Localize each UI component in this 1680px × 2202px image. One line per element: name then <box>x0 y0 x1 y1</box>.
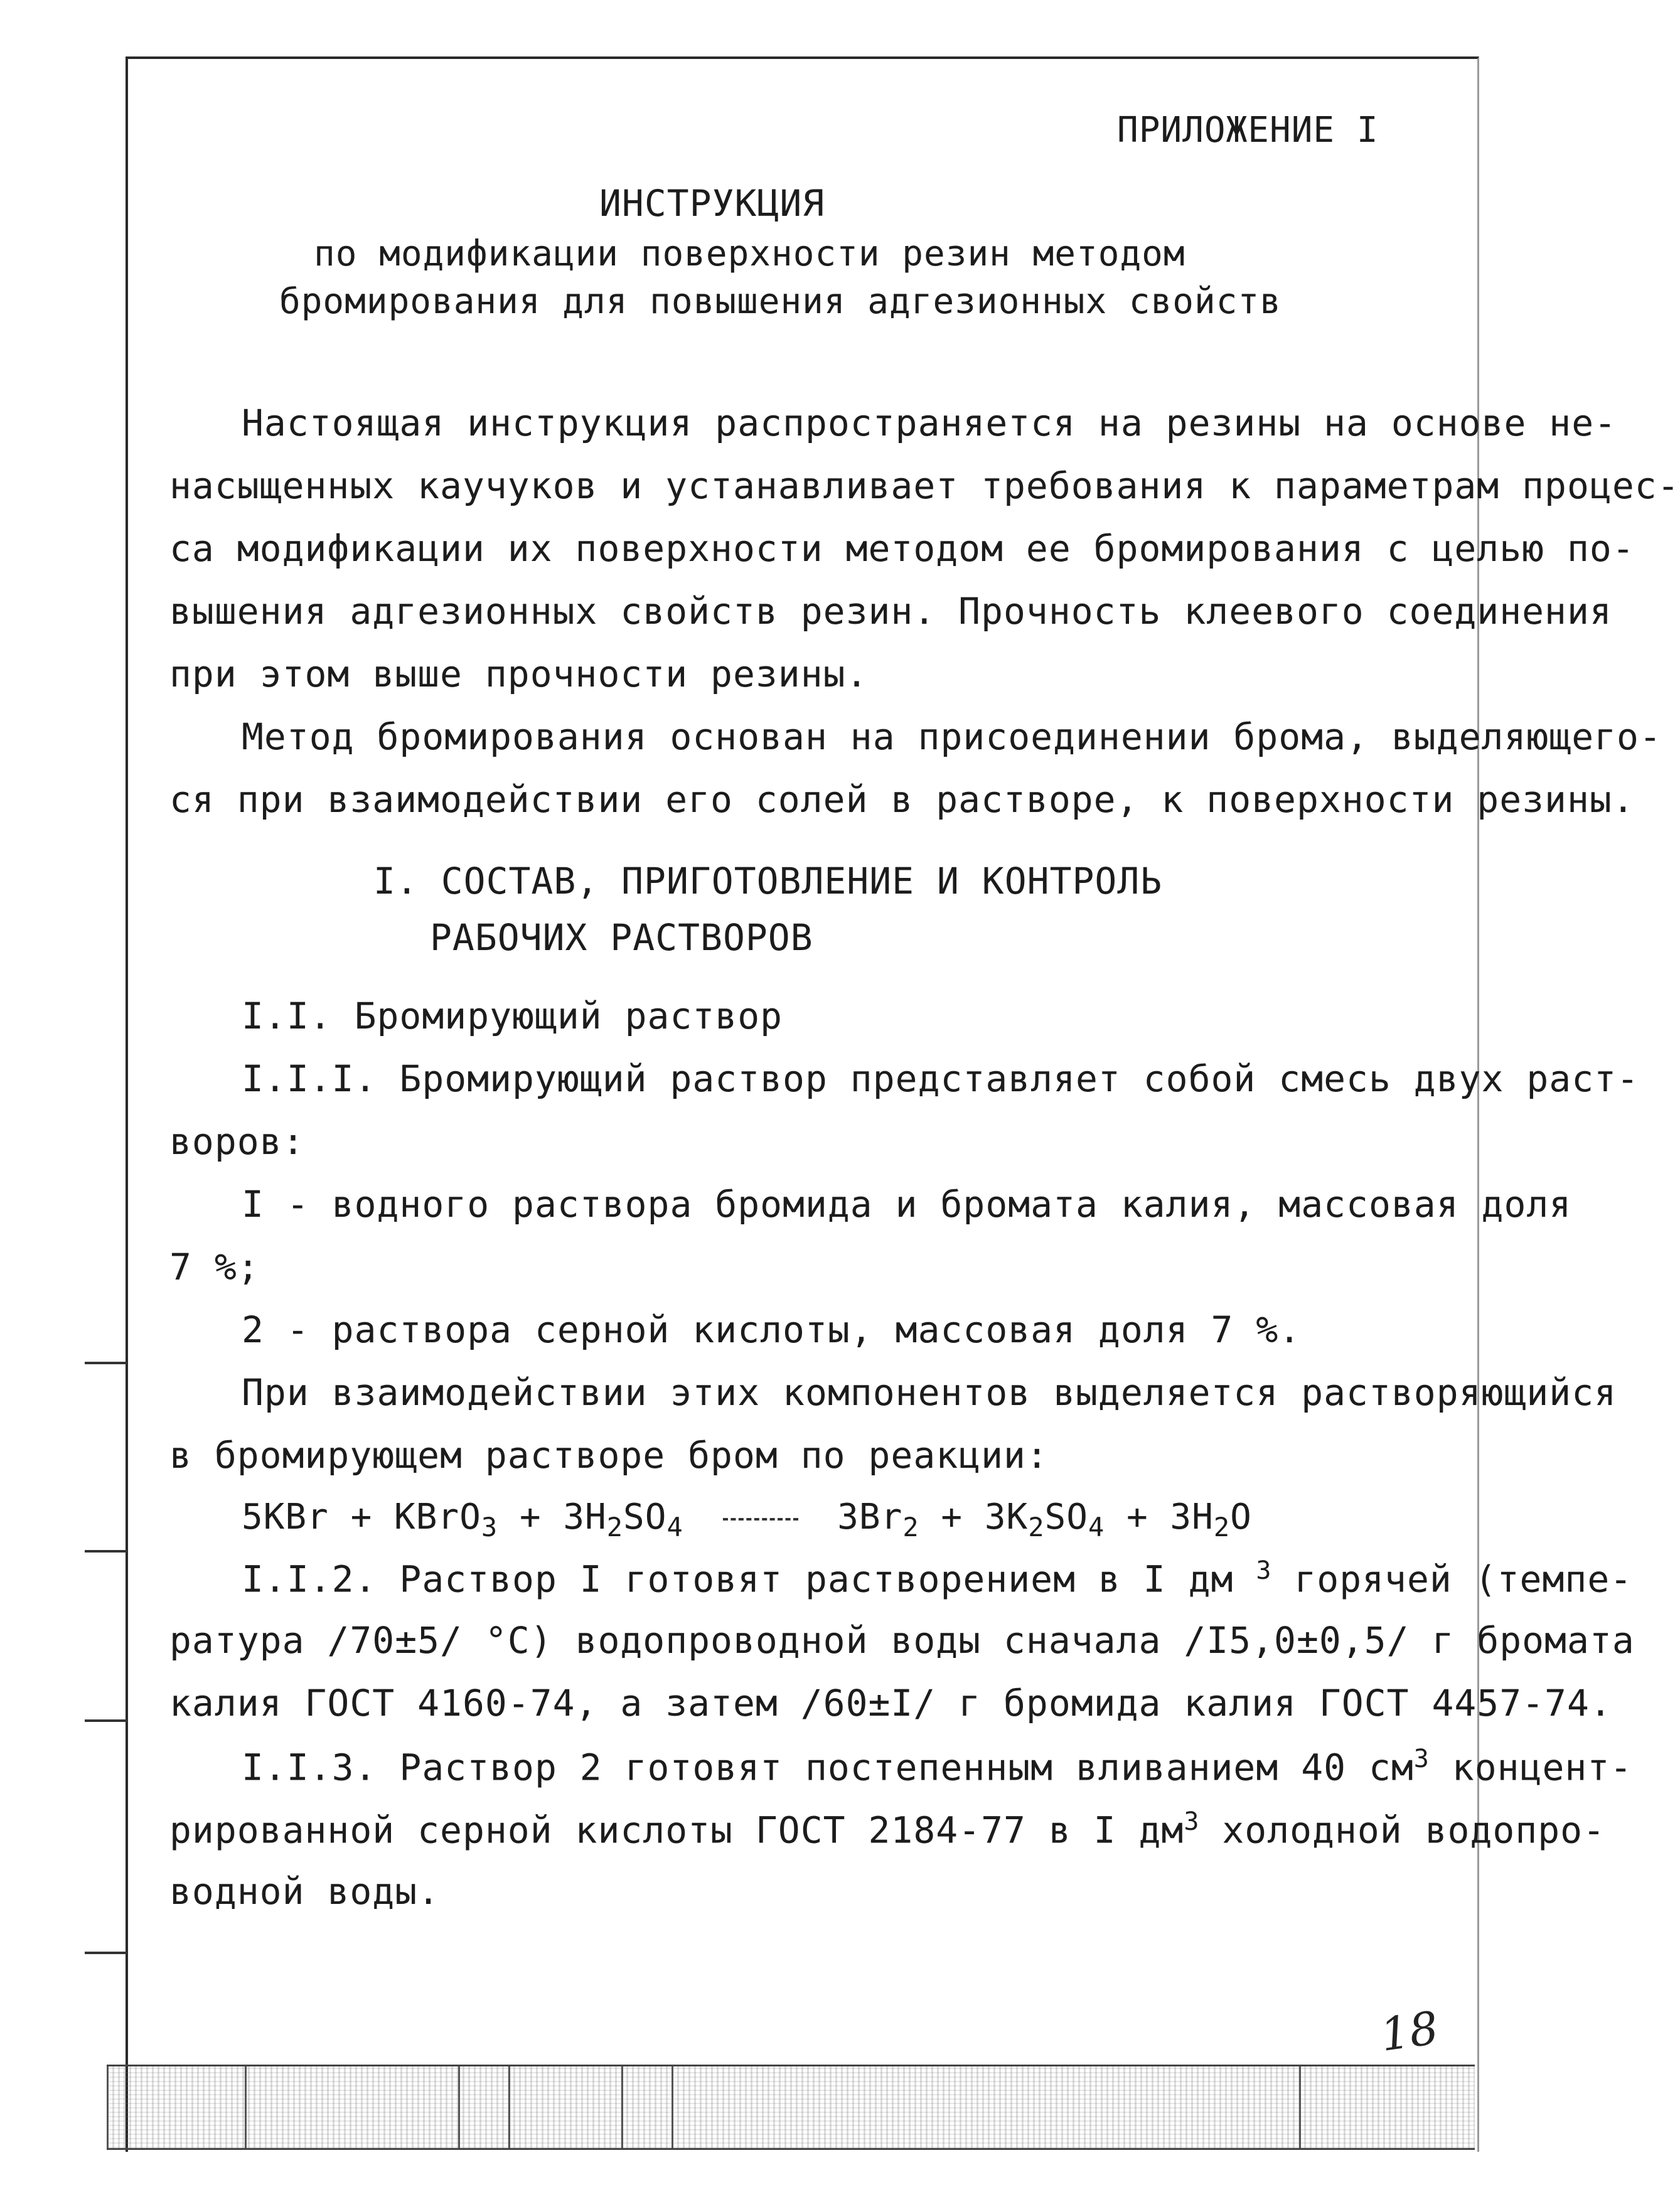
paragraph-line: I.I.2. Раствор I готовят растворением в I дм $^3$ горячей (темпе- <box>242 1556 1633 1601</box>
page-number: 18 <box>1377 2001 1442 2061</box>
list-item: 2 - раствора серной кислоты, массовая доля 7 %. <box>242 1308 1302 1351</box>
paragraph-line: I.I.I. Бромирующий раствор представляет собой смесь двух раст- <box>242 1057 1639 1100</box>
margin-tick <box>85 1952 127 1954</box>
paragraph-line: насыщенных каучуков и устанавливает требования к параметрам процес- <box>169 464 1680 507</box>
paragraph-line: калия ГОСТ 4160-74, а затем /60±I/ г бромида калия ГОСТ 4457-74. <box>169 1682 1612 1724</box>
title-block-stamp <box>107 2065 1475 2150</box>
paragraph-line: водной воды. <box>169 1870 441 1913</box>
paragraph-line: рированной серной кислоты ГОСТ 2184-77 в I $дм^3$ холодной водопро- <box>169 1807 1605 1852</box>
paragraph-line: ратура /70±5/ °С) водопроводной воды сначала /I5,0±0,5/ г бромата <box>169 1619 1635 1662</box>
paragraph-line: са модификации их поверхности методом ее бромирования с целью по- <box>169 527 1635 570</box>
stamp-cell <box>671 2066 673 2148</box>
list-item: I - водного раствора бромида и бромата калия, массовая доля <box>242 1183 1572 1226</box>
subtitle-line: бромирования для повышения адгезионных свойств <box>279 281 1281 322</box>
paragraph-line: в бромирующем растворе бром по реакции: <box>169 1434 1049 1477</box>
document-title: ИНСТРУКЦИЯ <box>599 182 825 225</box>
paragraph-line: При взаимодействии этих компонентов выделяется растворяющийся <box>242 1371 1617 1414</box>
paragraph-line: Настоящая инструкция распространяется на резины на основе не- <box>242 402 1617 444</box>
subtitle-line: по модификации поверхности резин методом <box>314 233 1185 274</box>
margin-tick <box>85 1550 127 1553</box>
margin-tick <box>85 1362 127 1364</box>
reaction-arrow <box>723 1518 798 1521</box>
section-heading: РАБОЧИХ РАСТВОРОВ <box>430 916 813 959</box>
stamp-cell <box>1299 2066 1301 2148</box>
paragraph-line: при этом выше прочности резины. <box>169 653 869 695</box>
subsection-heading: I.I. Бромирующий раствор <box>242 995 783 1037</box>
margin-tick <box>85 1719 127 1722</box>
stamp-cell <box>621 2066 623 2148</box>
paragraph-line: ся при взаимодействии его солей в растворе, к поверхности резины. <box>169 778 1635 821</box>
stamp-cell <box>458 2066 460 2148</box>
stamp-cell <box>508 2066 510 2148</box>
paragraph-line: вышения адгезионных свойств резин. Прочность клеевого соединения <box>169 590 1612 633</box>
stamp-cell <box>245 2066 247 2148</box>
reaction-formula: 5KBr + KBrO$_3$ + $3H_2SO_4$ $3Br_2 + 3K_2SO_4 + 3H_2O$ <box>242 1497 1252 1543</box>
section-heading: I. СОСТАВ, ПРИГОТОВЛЕНИЕ И КОНТРОЛЬ <box>373 860 1163 902</box>
list-item: 7 %; <box>169 1246 260 1288</box>
stamp-cell <box>107 2066 109 2148</box>
paragraph-line: I.I.3. Раствор 2 готовят постепенным вливанием 40 $см^3$ концент- <box>242 1745 1633 1789</box>
paragraph-line: воров: <box>169 1120 305 1163</box>
paragraph-line: Метод бромирования основан на присоединении брома, выделяющего- <box>242 715 1662 758</box>
appendix-label: ПРИЛОЖЕНИЕ I <box>1117 110 1379 151</box>
